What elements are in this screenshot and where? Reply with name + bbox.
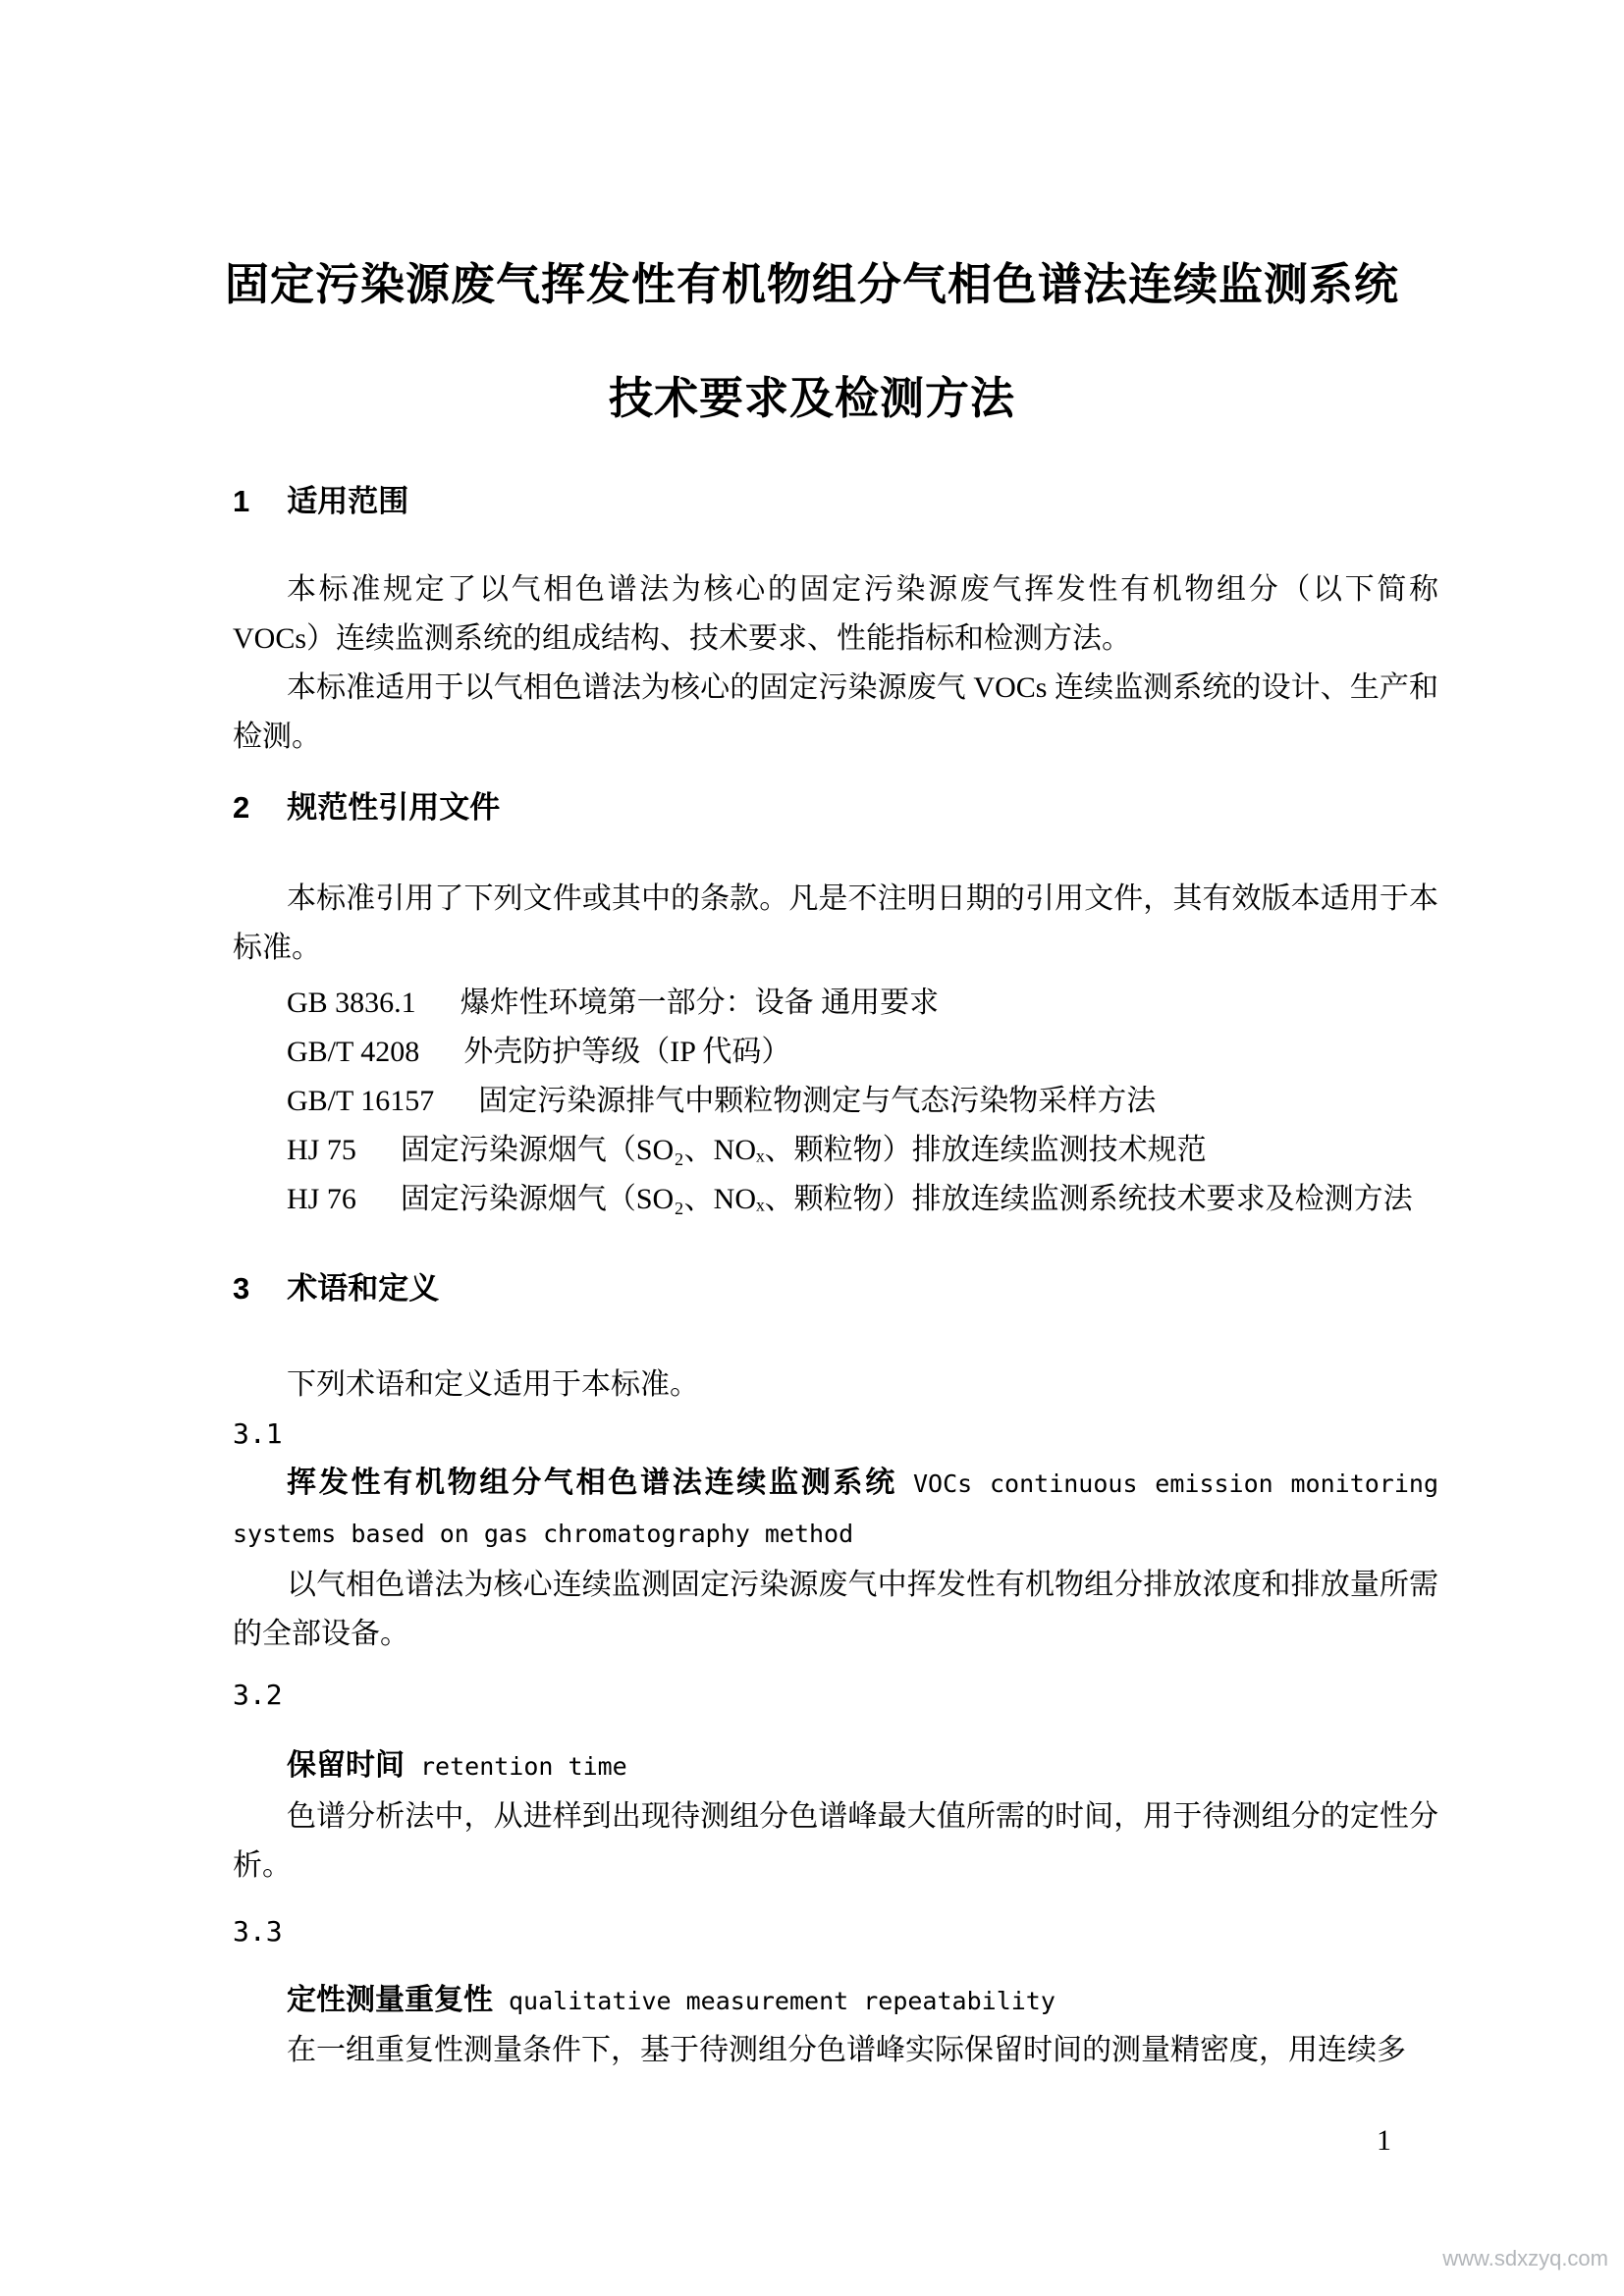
reference-code: GB/T 16157 — [287, 1085, 435, 1117]
scope-paragraph-1: 本标准规定了以气相色谱法为核心的固定污染源废气挥发性有机物组分（以下简称 VOCs）连续监测系统的组成结构、技术要求、性能指标和检测方法。 — [233, 573, 1438, 655]
reference-item — [233, 979, 1438, 1028]
section-number: 3 — [233, 1271, 250, 1306]
document-title-line1: 固定污染源废气挥发性有机物组分气相色谱法连续监测系统 — [224, 259, 1399, 309]
subsection-number-3-2: 3.2 — [233, 1679, 283, 1711]
reference-item — [233, 1175, 1438, 1224]
term-en: qualitative measurement repeatability — [509, 1987, 1056, 2015]
reference-item — [233, 1077, 1438, 1126]
section-title: 适用范围 — [287, 484, 409, 518]
term-3-1 — [233, 1459, 1438, 1559]
definition-3-3: 在一组重复性测量条件下，基于待测组分色谱峰实际保留时间的测量精密度，用连续多 — [287, 2034, 1406, 2066]
reference-code: HJ 75 — [287, 1134, 356, 1166]
section-heading-references — [233, 783, 1438, 832]
page-number: 1 — [1377, 2124, 1391, 2157]
definition-3-2: 色谱分析法中，从进样到出现待测组分色谱峰最大值所需的时间，用于待测组分的定性分析。 — [233, 1800, 1438, 1882]
reference-list — [233, 979, 1438, 1224]
reference-code: GB/T 4208 — [287, 1036, 420, 1068]
term-zh: 挥发性有机物组分气相色谱法连续监测系统 — [287, 1467, 897, 1499]
term-zh: 定性测量重复性 — [287, 1984, 493, 2016]
reference-title: 固定污染源烟气（SO₂、NOₓ、颗粒物）排放连续监测技术规范 — [400, 1134, 1207, 1166]
reference-title: 固定污染源烟气（SO₂、NOₓ、颗粒物）排放连续监测系统技术要求及检测方法 — [400, 1183, 1413, 1215]
reference-item — [233, 1028, 1438, 1077]
watermark: www.sdxzyq.com — [1442, 2246, 1608, 2270]
term-3-2 — [233, 1741, 1438, 1791]
reference-code: HJ 76 — [287, 1183, 356, 1215]
reference-item — [233, 1126, 1438, 1175]
section-number: 1 — [233, 484, 250, 518]
section-title: 规范性引用文件 — [287, 790, 501, 825]
definition-3-1: 以气相色谱法为核心连续监测固定污染源废气中挥发性有机物组分排放浓度和排放量所需的全部设备。 — [233, 1569, 1438, 1650]
section-title: 术语和定义 — [287, 1271, 440, 1306]
subsection-number-3-3: 3.3 — [233, 1915, 283, 1948]
term-zh: 保留时间 — [287, 1749, 405, 1782]
subsection-number-3-1: 3.1 — [233, 1417, 283, 1450]
term-en: retention time — [420, 1752, 627, 1781]
reference-title: 外壳防护等级（IP 代码） — [463, 1036, 791, 1068]
reference-title: 固定污染源排气中颗粒物测定与气态污染物采样方法 — [478, 1085, 1157, 1117]
references-intro: 本标准引用了下列文件或其中的条款。凡是不注明日期的引用文件，其有效版本适用于本标准。 — [233, 882, 1438, 964]
term-en: VOCs continuous emission monitoring systems based on gas chromatography method — [233, 1469, 1439, 1548]
document-title-line2: 技术要求及检测方法 — [608, 373, 1015, 423]
section-heading-scope — [233, 477, 1438, 526]
term-3-3 — [233, 1976, 1438, 2026]
section-heading-terms — [233, 1264, 1438, 1313]
section-number: 2 — [233, 790, 250, 825]
scope-paragraph-2: 本标准适用于以气相色谱法为核心的固定污染源废气 VOCs 连续监测系统的设计、生产和检测。 — [233, 671, 1438, 753]
reference-code: GB 3836.1 — [287, 987, 416, 1019]
document-title — [0, 228, 1624, 455]
reference-title: 爆炸性环境第一部分：设备 通用要求 — [460, 987, 940, 1019]
document-content — [224, 0, 1439, 2075]
terms-intro: 下列术语和定义适用于本标准。 — [287, 1368, 699, 1401]
